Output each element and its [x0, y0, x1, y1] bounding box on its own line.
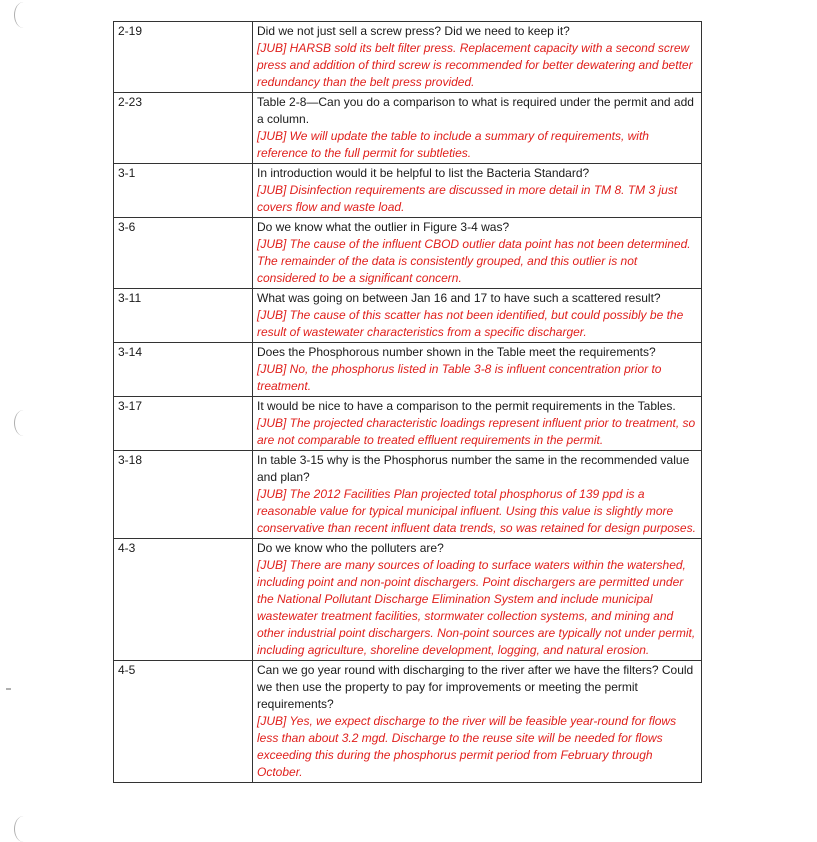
response-text: [JUB] The 2012 Facilities Plan projected total phosphorus of 139 ppd is a reasonable value for typical municipal influent. Using this value is slightly more conservative than recent influent data trends, so was retained for design purposes. — [257, 487, 696, 535]
comment-cell — [253, 661, 702, 783]
section-number: 3-17 — [114, 397, 253, 451]
response-text: [JUB] There are many sources of loading to surface waters within the watershed, including point and non-point dischargers. Point dischargers are permitted under the National Pollutant Discharge Elimination System and include municipal wastewater treatment facilities, stormwater collection systems, and mining and other industrial point dischargers. Non-point sources are typically not under permit, including agriculture, shoreline development, logging, and natural erosion. — [257, 558, 696, 657]
response-text: [JUB] We will update the table to include a summary of requirements, with reference to the full permit for subtleties. — [257, 129, 649, 160]
section-number: 3-18 — [114, 451, 253, 539]
question-text: In table 3-15 why is the Phosphorus number the same in the recommended value and plan? — [257, 453, 690, 484]
response-text: [JUB] The cause of the influent CBOD outlier data point has not been determined. The remainder of the data is consistently grouped, and this outlier is not considered to be a significant concern. — [257, 237, 691, 285]
question-text: Do we know who the polluters are? — [257, 541, 444, 555]
question-text: Did we not just sell a screw press? Did we need to keep it? — [257, 24, 570, 38]
comment-cell — [253, 451, 702, 539]
response-text: [JUB] The projected characteristic loadings represent influent prior to treatment, so are not comparable to treated effluent requirements in the permit. — [257, 416, 696, 447]
table-row — [114, 343, 702, 397]
comment-cell — [253, 397, 702, 451]
response-text: [JUB] The cause of this scatter has not been identified, but could possibly be the result of wastewater characteristics from a specific discharger. — [257, 308, 684, 339]
question-text: In introduction would it be helpful to list the Bacteria Standard? — [257, 166, 590, 180]
question-text: What was going on between Jan 16 and 17 to have such a scattered result? — [257, 291, 661, 305]
binder-hole-mark — [14, 2, 33, 28]
table-row — [114, 661, 702, 783]
comment-cell — [253, 218, 702, 289]
response-text: [JUB] Disinfection requirements are discussed in more detail in TM 8. TM 3 just covers flow and waste load. — [257, 183, 678, 214]
question-text: Do we know what the outlier in Figure 3-4 was? — [257, 220, 510, 234]
section-number: 3-6 — [114, 218, 253, 289]
comment-cell — [253, 164, 702, 218]
table-row — [114, 289, 702, 343]
binder-hole-mark — [14, 410, 33, 436]
question-text: Table 2-8—Can you do a comparison to what is required under the permit and add a column. — [257, 95, 694, 126]
section-number: 4-5 — [114, 661, 253, 783]
table-row — [114, 451, 702, 539]
section-number: 3-11 — [114, 289, 253, 343]
section-number: 3-1 — [114, 164, 253, 218]
response-text: [JUB] HARSB sold its belt filter press. Replacement capacity with a second screw press and addition of third screw is recommended for better dewatering and better redundancy than the belt press provided. — [257, 41, 693, 89]
table-row — [114, 93, 702, 164]
response-text: [JUB] No, the phosphorus listed in Table 3-8 is influent concentration prior to treatment. — [257, 362, 662, 393]
section-number: 3-14 — [114, 343, 253, 397]
comment-cell — [253, 539, 702, 661]
table-row — [114, 539, 702, 661]
section-number: 4-3 — [114, 539, 253, 661]
comment-response-table — [113, 21, 702, 783]
table-row — [114, 397, 702, 451]
margin-mark — [6, 688, 11, 690]
response-text: [JUB] Yes, we expect discharge to the river will be feasible year-round for flows less than about 3.2 mgd. Discharge to the reuse site will be needed for flows exceeding this during the phosphorus permit period from February through October. — [257, 714, 677, 779]
comment-cell — [253, 289, 702, 343]
comment-cell — [253, 93, 702, 164]
section-number: 2-19 — [114, 22, 253, 93]
comment-cell — [253, 22, 702, 93]
comment-cell — [253, 343, 702, 397]
binder-hole-mark — [14, 816, 33, 842]
table-row — [114, 164, 702, 218]
question-text: Does the Phosphorous number shown in the Table meet the requirements? — [257, 345, 656, 359]
table-row — [114, 22, 702, 93]
question-text: Can we go year round with discharging to the river after we have the filters? Could we then use the property to pay for improvements or meeting the permit requirements? — [257, 663, 694, 711]
question-text: It would be nice to have a comparison to the permit requirements in the Tables. — [257, 399, 676, 413]
section-number: 2-23 — [114, 93, 253, 164]
table-row — [114, 218, 702, 289]
